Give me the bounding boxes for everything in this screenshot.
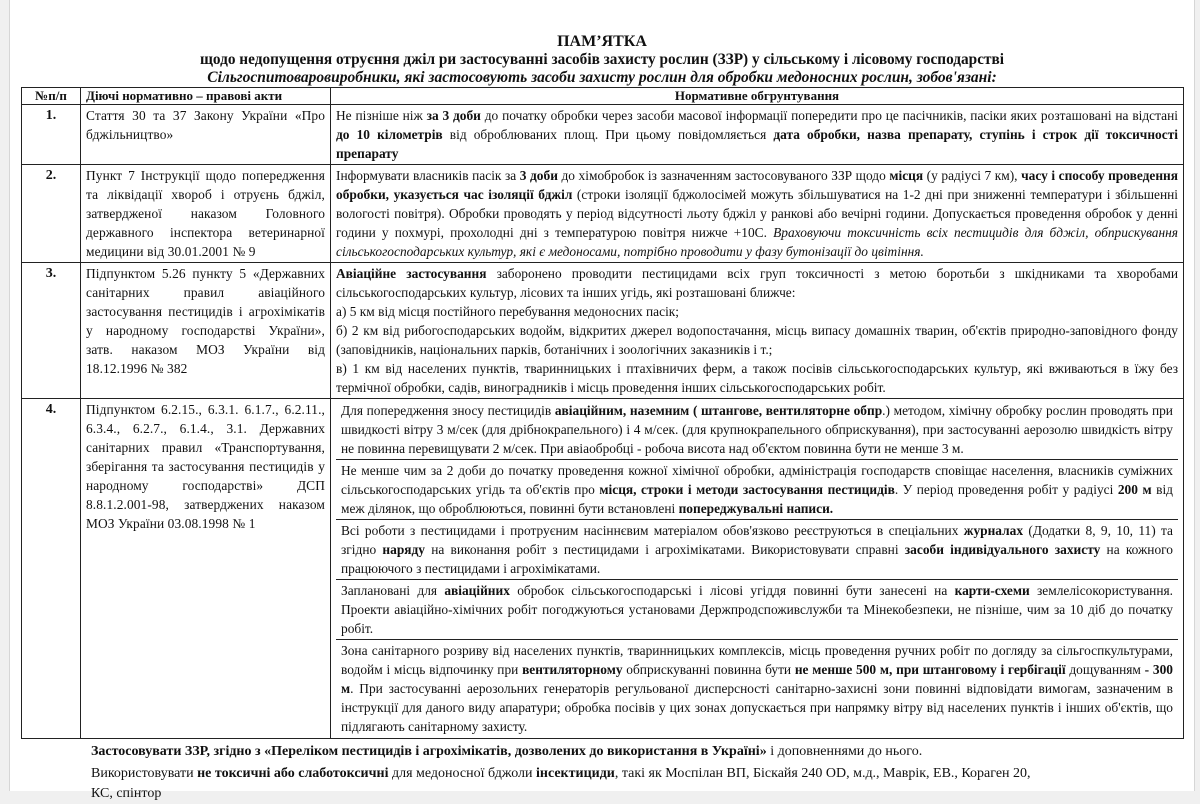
footer-line-2: Використовувати не токсичні або слаботоксичні для медоносної бджоли інсектициди, такі як Моспілан ВП, Біскайя 240 OD, м.д., Маврік, ЕВ., Кораген 20,: [91, 766, 1031, 781]
footer-line-1: Застосовувати ЗЗР, згідно з «Переліком пестицидів і агрохімікатів, дозволених до використання в Україні» і доповненнями до нього.: [91, 744, 923, 759]
row-number: 4.: [22, 399, 81, 739]
regulations-table: [21, 87, 1184, 739]
norm-paragraph: Всі роботи з пестицидами і протруєним насіннєвим матеріалом обов'язково реєструються в спеціальних журналах (Додатки 8, 9, 10, 11) та згідно наряду на виконання робіт з пестицидами і агрохімікатами. Використовувати справні засоби індивідуального захисту на кожного працюючого з пестицидами і агрохімікатами.: [336, 520, 1178, 580]
legal-act: Підпунктом 6.2.15., 6.3.1. 6.1.7., 6.2.11., 6.3.4., 6.2.7., 6.1.4., 3.1. Державних санітарних правил «Транспортування, зберігання та застосування пестицидів у народному господарстві» ДСП 8.8.1.2.001-98, затверджених наказом МОЗ України 03.08.1998 № 1: [81, 399, 331, 739]
table-header-row: [22, 88, 1184, 105]
norm-justification: [331, 399, 1184, 739]
header-norms: Нормативне обгрунтування: [331, 88, 1184, 105]
document-subtitle: щодо недопущення отруєння джіл ри застосуванні засобів захисту рослин (ЗЗР) у сільському і лісовому господарстві: [199, 51, 1005, 68]
norm-paragraph: Заплановані для авіаційних обробок сільськогосподарські і лісові угіддя повинні бути занесені на карти-схеми землелісокористування. Проекти авіаційно-хімічних робіт погоджуються установами Держпродспоживслужби та Мінекобезпеки, не пізніше, чим за 10 діб до початку робіт.: [336, 580, 1178, 640]
norm-justification: Інформувати власників пасік за 3 доби до хімобробок із зазначенням застосовуваного ЗЗР щодо місця (у радіусі 7 км), часу і способу проведення обробки, указується час ізоляції бджіл (строки ізоляції бджолосімей можуть збільшуватися на 1-2 дні при зниженні температури і збільшенні вологості повітря). Обробки проводять у період відсутності льоту бджіл у ранкові або вечірні години. Допускається проведення обробок у денні години у похмурі, прохолодні дні з температурою повітря нижче +10С. Враховуючи токсичність всіх пестицидів для бджіл, обприскування сільськогосподарських культур, які є медоносами, потрібно проводити у фазу бутонізації до цвітіння.: [331, 165, 1184, 263]
norm-justification: Не пізніше ніж за 3 доби до початку обробки через засоби масової інформації попередити про це пасічників, пасіки яких розташовані на відстані до 10 кілометрів від оброблюваних площ. При цьому повідомляється дата обробки, назва препарату, ступінь і строк дії токсичності препарату: [331, 105, 1184, 165]
row-number: 2.: [22, 165, 81, 263]
document-intro: Сільгоспитоваровиробники, які застосовують засоби захисту рослин для обробки медоносних рослин, зобов'язані:: [207, 69, 997, 86]
norm-justification: Авіаційне застосування заборонено проводити пестицидами всіх груп токсичності з метою боротьби з шкідниками та хворобами сільськогосподарських культур, лісових та інших угідь, які розташовані ближче: а) 5 км від місця постійного перебування медоносних пасік; б) 2 км від рибогосподарських водойм, відкритих джерел водопостачання, місць випасу домашніх тварин, об'єктів природно-заповідного фонду (заповідників, національних парків, ботанічних і зоологічних заказників і т.; в) 1 км від населених пунктів, тваринницьких і птахівничих ферм, а також посівів сільськогосподарських культур, які вживаються в їжу без термічної обробки, садів, виноградників і місць проведення інших сільськогосподарських робіт.: [331, 263, 1184, 399]
footer-line-3: КС, спінтор: [91, 786, 162, 801]
norm-paragraph: Не менше чим за 2 доби до початку проведення кожної хімічної обробки, адміністрація господарств сповіщає населення, власників суміжних сільськогосподарських угідь та об'єктів про місця, строки і методи застосування пестицидів. У період проведення робіт у радіусі 200 м від меж ділянок, що оброблюються, повинні бути встановлені попереджувальні написи.: [336, 460, 1178, 520]
row-number: 1.: [22, 105, 81, 165]
document-page: [9, 0, 1195, 801]
legal-act: Підпунктом 5.26 пункту 5 «Державних санітарних правил авіаційного застосування пестицидів і агрохімікатів у народному господарстві України», затв. наказом МОЗ України від 18.12.1996 № 382: [81, 263, 331, 399]
legal-act: Пункт 7 Інструкції щодо попередження та ліквідації хвороб і отруєнь бджіл, затвердженої наказом Головного державного інспектора ветеринарної медицини від 30.01.2001 № 9: [81, 165, 331, 263]
table-row: [22, 165, 1184, 263]
row-number: 3.: [22, 263, 81, 399]
norm-paragraph: Зона санітарного розриву від населених пунктів, тваринницьких комплексів, місць проведення ручних робіт по догляду за сільгоспкультурами, водойм і місць відпочинку при вентиляторному обприскуванні повинна бути не менше 500 м, при штанговому і гербігації дощуванням - 300 м. При застосуванні аерозольних генераторів регульованої дисперсності санітарно-захисні зони повинні відповідати вимогам, зазначеним в інструкції для даного виду апаратури; обробка посівів у цих зонах допускається при напрямку вітру від населених пунктів і інших об'єктів, що підлягають санітарному захисту.: [341, 643, 1173, 734]
legal-act: Стаття 30 та 37 Закону України «Про бджільництво»: [81, 105, 331, 165]
table-row: [22, 399, 1184, 739]
table-row: [22, 105, 1184, 165]
norm-paragraph: Для попередження зносу пестицидів авіаційним, наземним ( штангове, вентиляторне обпр.) методом, хімічну обробку рослин проводять при швидкості вітру 3 м/сек (для дрібнокрапельного) і 4 м/сек. (для крупнокрапельного обприскування), при застосуванні аерозолю швидкість вітру не повинна перевищувати 2 м/сек. При авіаобробці - робоча висота над об'єктом повинна бути не менше 3 м.: [336, 400, 1178, 460]
table-row: [22, 263, 1184, 399]
header-number: №п/п: [22, 88, 81, 105]
header-acts: Діючі нормативно – правові акти: [81, 88, 331, 105]
document-title: ПАМ’ЯТКА: [557, 33, 647, 50]
